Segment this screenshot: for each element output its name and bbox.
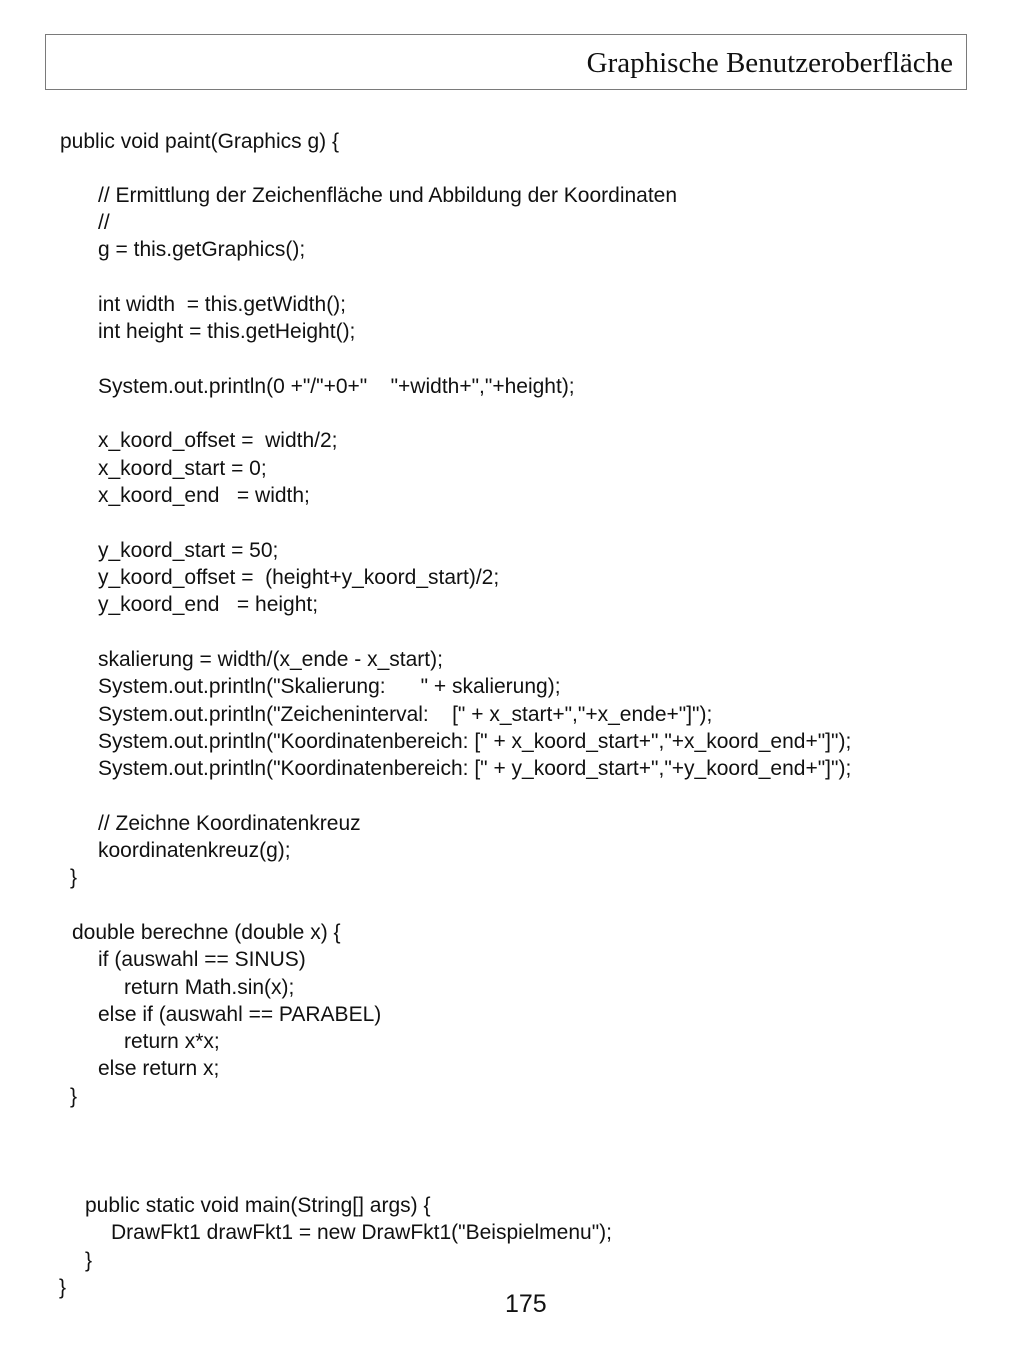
header-box	[45, 34, 967, 90]
code-line: System.out.println("Skalierung: " + skalierung);	[98, 675, 561, 698]
code-line: // Ermittlung der Zeichenfläche und Abbildung der Koordinaten	[98, 184, 678, 207]
code-line: g = this.getGraphics();	[98, 238, 306, 261]
code-line: x_koord_offset = width/2;	[98, 429, 338, 452]
code-line: }	[85, 1249, 93, 1272]
code-line: else if (auswahl == PARABEL)	[98, 1003, 382, 1026]
code-line: //	[98, 211, 110, 234]
code-line: return x*x;	[124, 1030, 220, 1053]
code-line: System.out.println("Zeicheninterval: [" + x_start+","+x_ende+"]");	[98, 703, 713, 726]
code-line: }	[70, 866, 78, 889]
code-line: int width = this.getWidth();	[98, 293, 347, 316]
page-number: 175	[505, 1290, 547, 1318]
code-line: y_koord_offset = (height+y_koord_start)/2;	[98, 566, 500, 589]
code-line: }	[70, 1085, 78, 1108]
code-line: System.out.println("Koordinatenbereich: [" + y_koord_start+","+y_koord_end+"]");	[98, 757, 852, 780]
code-line: DrawFkt1 drawFkt1 = new DrawFkt1("Beispielmenu");	[111, 1221, 612, 1244]
code-line: }	[59, 1276, 67, 1299]
slide-title: Graphische Benutzeroberfläche	[586, 47, 953, 79]
code-line: y_koord_end = height;	[98, 593, 319, 616]
code-line: public static void main(String[] args) {	[85, 1194, 431, 1217]
code-line: return Math.sin(x);	[124, 976, 295, 999]
code-line: double berechne (double x) {	[72, 921, 341, 944]
code-line: System.out.println("Koordinatenbereich: [" + x_koord_start+","+x_koord_end+"]");	[98, 730, 852, 753]
code-line: if (auswahl == SINUS)	[98, 948, 306, 971]
code-line: x_koord_end = width;	[98, 484, 310, 507]
code-line: else return x;	[98, 1057, 220, 1080]
code-line: System.out.println(0 +"/"+0+" "+width+","+height);	[98, 375, 575, 398]
code-line: x_koord_start = 0;	[98, 457, 267, 480]
code-line: koordinatenkreuz(g);	[98, 839, 291, 862]
code-line: int height = this.getHeight();	[98, 320, 356, 343]
code-line: skalierung = width/(x_ende - x_start);	[98, 648, 443, 671]
code-line: // Zeichne Koordinatenkreuz	[98, 812, 361, 835]
code-line: public void paint(Graphics g) {	[60, 130, 339, 153]
code-line: y_koord_start = 50;	[98, 539, 279, 562]
